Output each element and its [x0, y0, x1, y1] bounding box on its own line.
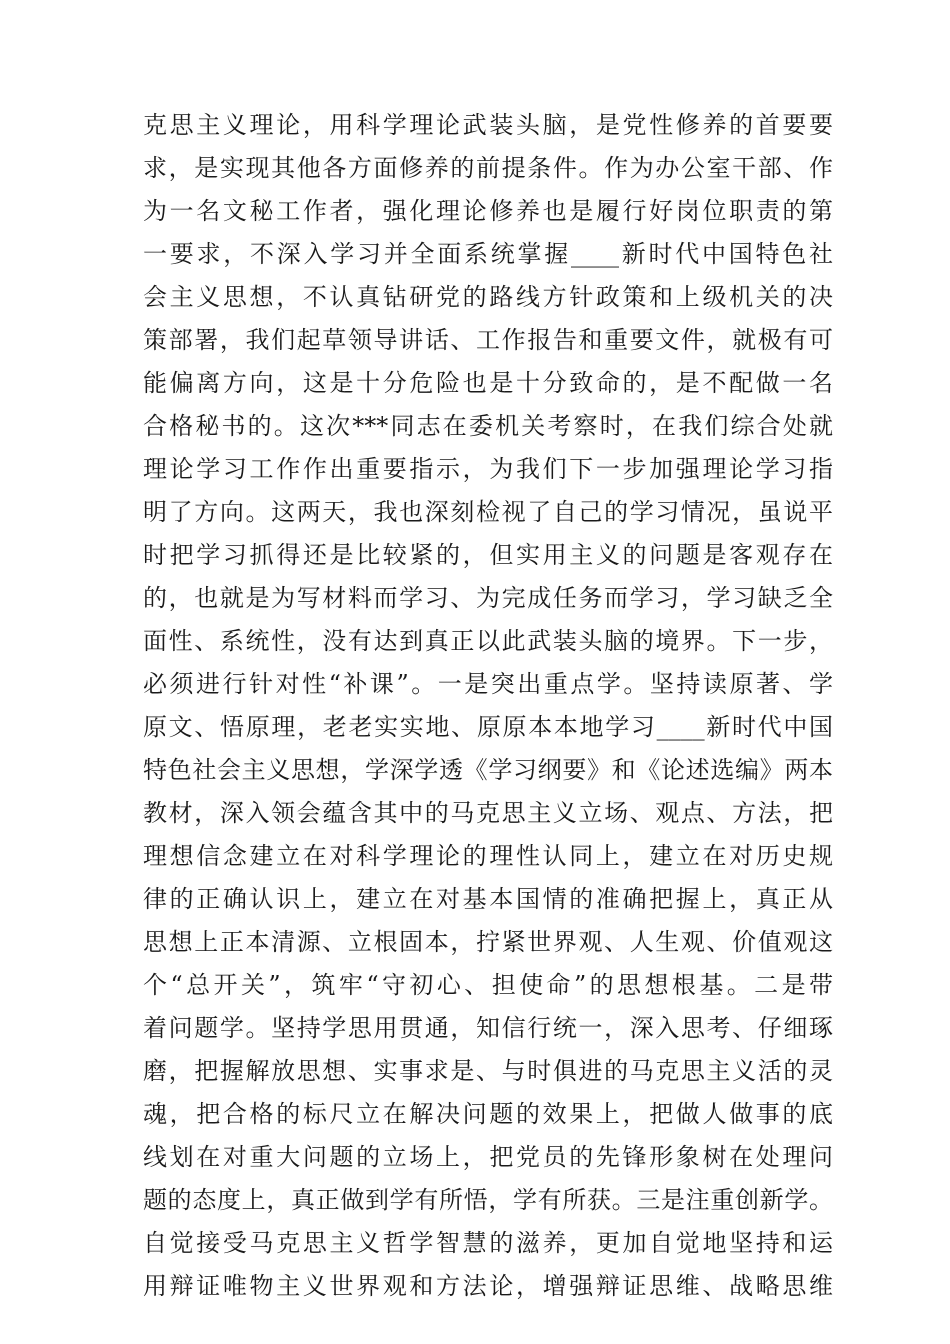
text-line: 磨，把握解放思想、实事求是、与时俱进的马克思主义活的灵 [143, 1057, 833, 1085]
text-line: 为一名文秘工作者，强化理论修养也是履行好岗位职责的第 [143, 197, 833, 225]
text-line: 特色社会主义思想，学深学透《学习纲要》和《论述选编》两本 [143, 756, 833, 784]
text-line: 魂，把合格的标尺立在解决问题的效果上，把做人做事的底 [143, 1100, 833, 1128]
text-line: 律的正确认识上，建立在对基本国情的准确把握上，真正从 [143, 885, 833, 913]
text-line: 题的态度上，真正做到学有所悟，学有所获。三是注重创新学。 [143, 1186, 833, 1214]
text-line: 的，也就是为写材料而学习、为完成任务而学习，学习缺乏全 [143, 584, 833, 612]
text-line: 理想信念建立在对科学理论的理性认同上，建立在对历史规 [143, 842, 833, 870]
text-line: 个“总开关”，筑牢“守初心、担使命”的思想根基。二是带 [143, 971, 833, 999]
text-line: 着问题学。坚持学思用贯通，知信行统一，深入思考、仔细琢 [143, 1014, 833, 1042]
text-line: 教材，深入领会蕴含其中的马克思主义立场、观点、方法，把 [143, 799, 833, 827]
text-line: 时把学习抓得还是比较紧的，但实用主义的问题是客观存在 [143, 541, 833, 569]
text-line: 策部署，我们起草领导讲话、工作报告和重要文件，就极有可 [143, 326, 833, 354]
text-line: 面性、系统性，没有达到真正以此武装头脑的境界。下一步， [143, 627, 833, 655]
text-line: 克思主义理论，用科学理论武装头脑，是党性修养的首要要 [143, 111, 833, 139]
text-line: 线划在对重大问题的立场上，把党员的先锋形象树在处理问 [143, 1143, 833, 1171]
text-line: 明了方向。这两天，我也深刻检视了自己的学习情况，虽说平 [143, 498, 833, 526]
text-line: 必须进行针对性“补课”。一是突出重点学。坚持读原著、学 [143, 670, 833, 698]
body-text [143, 104, 833, 1308]
text-line: 自觉接受马克思主义哲学智慧的滋养，更加自觉地坚持和运 [143, 1229, 833, 1257]
text-line: 会主义思想，不认真钻研党的路线方针政策和上级机关的决 [143, 283, 833, 311]
text-line: 能偏离方向，这是十分危险也是十分致命的，是不配做一名 [143, 369, 833, 397]
text-line: 用辩证唯物主义世界观和方法论，增强辩证思维、战略思维 [143, 1272, 833, 1300]
text-line: 合格秘书的。这次***同志在委机关考察时，在我们综合处就 [143, 412, 833, 440]
text-line: 求，是实现其他各方面修养的前提条件。作为办公室干部、作 [143, 154, 833, 182]
text-line: 理论学习工作作出重要指示，为我们下一步加强理论学习指 [143, 455, 833, 483]
text-line: 原文、悟原理，老老实实地、原原本本地学习____新时代中国 [143, 713, 833, 741]
text-line: 思想上正本清源、立根固本，拧紧世界观、人生观、价值观这 [143, 928, 833, 956]
text-line: 一要求，不深入学习并全面系统掌握____新时代中国特色社 [143, 240, 833, 268]
